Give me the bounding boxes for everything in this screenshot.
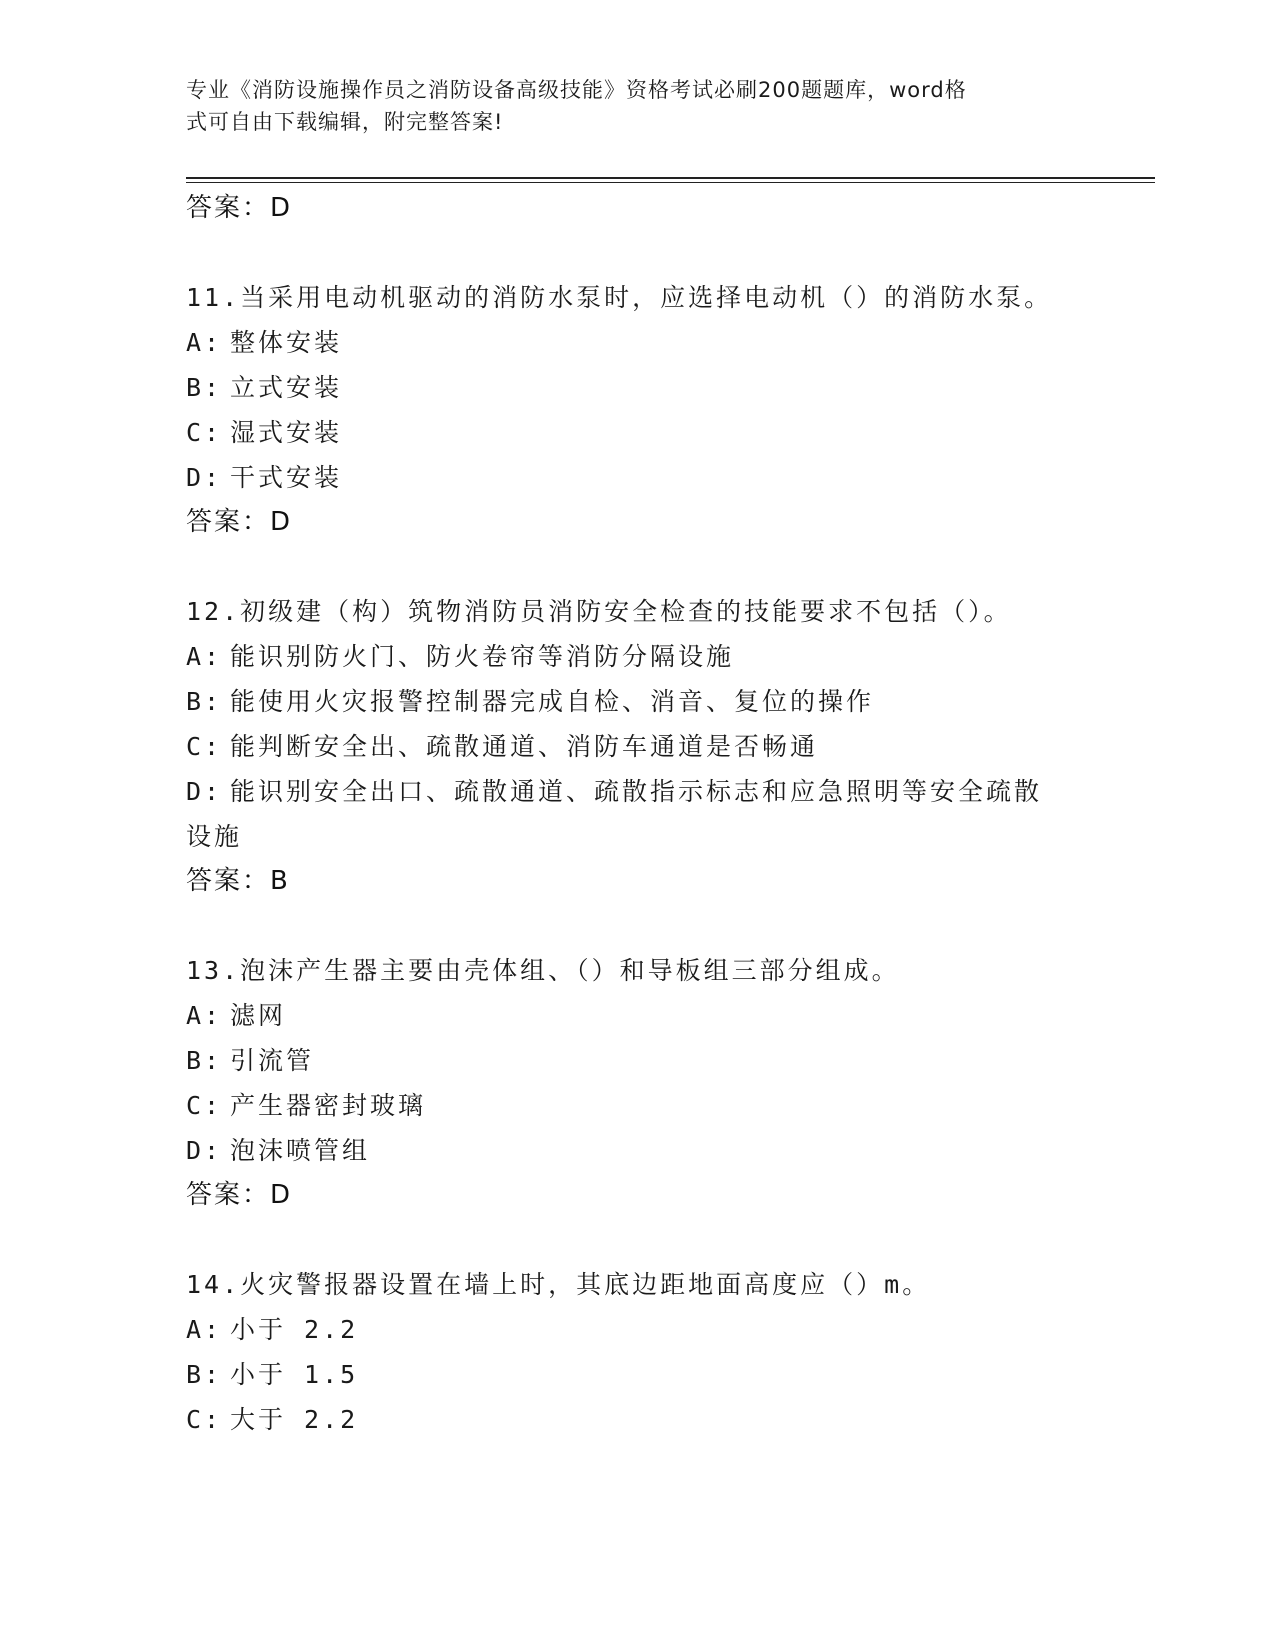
option-d (186, 455, 1106, 500)
option-label: A: (186, 1001, 223, 1030)
option-text: 引流管 (230, 1046, 315, 1075)
option-text: 能判断安全出、疏散通道、消防车通道是否畅通 (230, 732, 819, 761)
option-label: C: (186, 418, 223, 447)
option-label: B: (186, 1360, 223, 1389)
header-divider-thick (186, 177, 1155, 179)
option-c (186, 1397, 1106, 1442)
option-label: D: (186, 463, 223, 492)
option-label: A: (186, 1315, 223, 1344)
answer-line: 答案：D (186, 507, 293, 537)
option-c (186, 1083, 1106, 1128)
option-b (186, 679, 1106, 724)
spacer (186, 1218, 1106, 1262)
question-stem: 12.初级建（构）筑物消防员消防安全检查的技能要求不包括（）。 (186, 597, 1012, 626)
option-text: 能使用火灾报警控制器完成自检、消音、复位的操作 (230, 687, 875, 716)
option-label: B: (186, 687, 223, 716)
option-c (186, 724, 1106, 769)
option-label: D: (186, 1136, 223, 1165)
option-text: 干式安装 (230, 463, 343, 492)
option-a (186, 634, 1106, 679)
question-stem: 13.泡沫产生器主要由壳体组、（）和导板组三部分组成。 (186, 956, 900, 985)
option-a (186, 993, 1106, 1038)
option-d (186, 1128, 1106, 1173)
option-c (186, 410, 1106, 455)
header-line-1: 专业《消防设施操作员之消防设备高级技能》资格考试必刷200题题库，word格 (186, 78, 967, 102)
option-text: 滤网 (230, 1001, 287, 1030)
question-stem: 14.火灾警报器设置在墙上时，其底边距地面高度应（）m。 (186, 1270, 931, 1299)
option-text: 产生器密封玻璃 (230, 1091, 427, 1120)
option-text: 能识别防火门、防火卷帘等消防分隔设施 (230, 642, 735, 671)
option-text: 整体安装 (230, 328, 343, 357)
option-label: C: (186, 1405, 223, 1434)
option-text: 湿式安装 (230, 418, 343, 447)
spacer (186, 231, 1106, 275)
option-text: 小于 1.5 (230, 1360, 359, 1389)
option-text: 大于 2.2 (230, 1405, 359, 1434)
option-label: B: (186, 1046, 223, 1075)
header-divider-thin (186, 182, 1155, 183)
answer-line: 答案：B (186, 866, 290, 896)
spacer (186, 545, 1106, 589)
question-list (186, 186, 1106, 1442)
option-d (186, 769, 1066, 859)
option-text: 能识别安全出口、疏散通道、疏散指示标志和应急照明等安全疏散设施 (186, 777, 1043, 851)
option-label: D: (186, 777, 223, 806)
answer-line: 答案：D (186, 193, 293, 223)
option-label: C: (186, 732, 223, 761)
spacer (186, 904, 1106, 948)
option-label: A: (186, 328, 223, 357)
option-b (186, 365, 1106, 410)
option-label: B: (186, 373, 223, 402)
option-text: 泡沫喷管组 (230, 1136, 371, 1165)
header-line-2: 式可自由下载编辑，附完整答案! (186, 110, 504, 134)
option-label: A: (186, 642, 223, 671)
option-a (186, 1307, 1106, 1352)
option-b (186, 1352, 1106, 1397)
document-header (186, 74, 1086, 138)
option-text: 立式安装 (230, 373, 343, 402)
question-stem: 11.当采用电动机驱动的消防水泵时，应选择电动机（）的消防水泵。 (186, 283, 1053, 312)
option-label: C: (186, 1091, 223, 1120)
option-text: 小于 2.2 (230, 1315, 359, 1344)
option-a (186, 320, 1106, 365)
answer-line: 答案：D (186, 1180, 293, 1210)
option-b (186, 1038, 1106, 1083)
